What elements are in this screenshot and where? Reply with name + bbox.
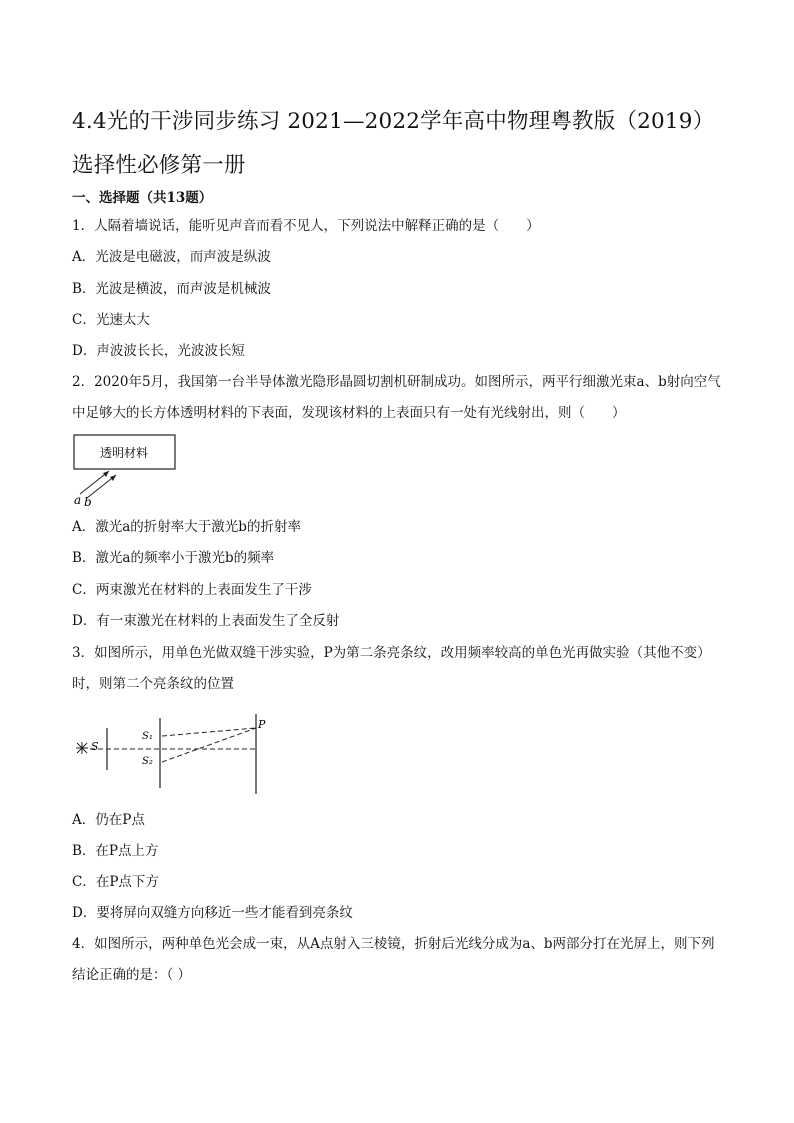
question-2-option-b: B．激光a的频率小于激光b的频率 [72,550,275,566]
question-1-option-c: C．光速太大 [72,312,150,328]
beam-b-arrow-icon [110,475,116,481]
question-1-option-b: B．光波是横波，而声波是机械波 [72,281,271,297]
ray-s1-to-p [162,728,256,736]
question-2-option-a: A．激光a的折射率大于激光b的折射率 [72,519,301,535]
source-label: S [91,740,99,753]
section-heading: 一、选择题（共13题） [72,190,213,206]
question-3-figure [70,710,270,800]
question-2-option-c: C．两束激光在材料的上表面发生了干涉 [72,582,312,598]
page-title: 4.4光的干涉同步练习 2021—2022学年高中物理粤教版（2019）选择性必修第一册 [72,109,715,178]
point-p-label: P [258,718,266,731]
beam-b-label: b [84,495,92,509]
beam-a-arrow-icon [103,471,109,477]
ray-s2-to-p [162,728,256,762]
question-1-stem: 1．人隔着墙说话，能听见声音而看不见人，下列说法中解释正确的是（ ） [72,218,540,234]
light-source-icon [76,742,88,754]
question-3-stem: 3．如图所示，用单色光做双缝干涉实验，P为第二条亮条纹，改用频率较高的单色光再做实验（其他不变）时，则第二个亮条纹的位置 [72,645,711,692]
double-slit-diagram [70,710,270,800]
question-4-stem: 4．如图所示，两种单色光会成一束，从A点射入三棱镜，折射后光线分成为a、b两部分打在光屏上，则下列结论正确的是：（ ） [72,936,715,983]
question-3-option-c: C．在P点下方 [72,874,159,890]
question-2-option-d: D．有一束激光在材料的上表面发生了全反射 [72,613,340,629]
question-3-option-b: B．在P点上方 [72,843,159,859]
question-1-option-a: A．光波是电磁波，而声波是纵波 [72,249,271,265]
question-3-option-a: A．仍在P点 [72,812,145,828]
slit-s1-label: S₁ [142,731,153,742]
material-box-label: 透明材料 [99,446,149,460]
question-2-figure [70,430,190,516]
beam-a-label: a [74,493,82,507]
slit-s2-label: S₂ [142,756,153,767]
laser-material-diagram [70,430,190,516]
question-2-stem: 2．2020年5月，我国第一台半导体激光隐形晶圆切割机研制成功。如图所示，两平行细激光束a、b射向空气中足够大的长方体透明材料的下表面，发现该材料的上表面只有一处有光线射出，则（ ） [72,374,721,421]
question-1-option-d: D．声波波长长，光波波长短 [72,343,245,359]
question-3-option-d: D．要将屏向双缝方向移近一些才能看到亮条纹 [72,905,353,921]
